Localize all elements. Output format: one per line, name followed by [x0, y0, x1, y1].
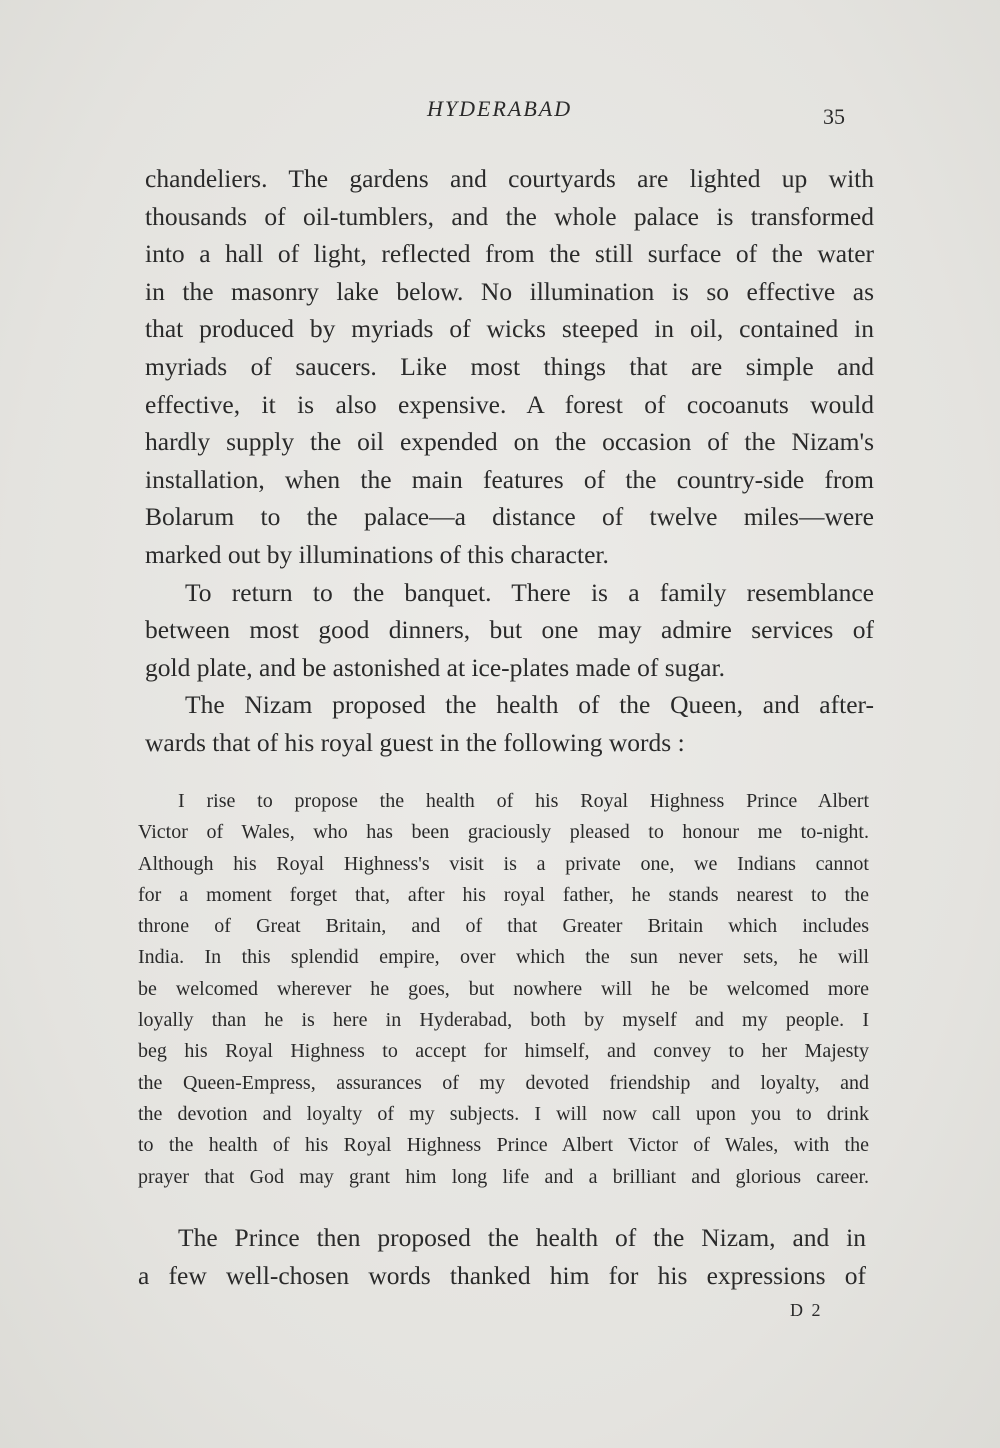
text-line: gold plate, and be astonished at ice-plates made of sugar.	[145, 652, 725, 682]
quote-line: I rise to propose the health of his Royal Highness Prince Albert	[178, 790, 869, 812]
text-line: thousands of oil-tumblers, and the whole palace is transformed	[145, 201, 874, 231]
signature-mark: D 2	[790, 1300, 823, 1320]
running-head	[0, 96, 1000, 129]
text-line: that produced by myriads of wicks steeped in oil, contained in	[145, 314, 874, 344]
text-line: effective, it is also expensive. A forest of cocoanuts would	[145, 389, 874, 419]
quote-line: throne of Great Britain, and of that Greater Britain which includes	[138, 915, 869, 938]
running-title: HYDERABAD	[427, 96, 573, 121]
text-line: myriads of saucers. Like most things that are simple and	[145, 351, 874, 381]
text-line: To return to the banquet. There is a family resemblance	[185, 577, 874, 607]
quote-line: the Queen-Empress, assurances of my devoted friendship and loyalty, and	[138, 1071, 869, 1094]
text-line: marked out by illuminations of this character.	[145, 539, 609, 569]
text-line: in the masonry lake below. No illumination is so effective as	[145, 276, 874, 306]
quote-line: be welcomed wherever he goes, but nowhere will he be welcomed more	[138, 977, 869, 1000]
text-line: wards that of his royal guest in the following words :	[145, 727, 685, 757]
block-quote	[138, 786, 869, 1193]
quote-line: loyally than he is here in Hyderabad, both by myself and my people. I	[138, 1009, 869, 1032]
text-line: The Prince then proposed the health of the Nizam, and in	[178, 1223, 866, 1252]
quote-line: for a moment forget that, after his royal father, he stands nearest to the	[138, 883, 869, 906]
text-line: chandeliers. The gardens and courtyards are lighted up with	[145, 164, 874, 193]
text-line: between most good dinners, but one may admire services of	[145, 615, 874, 645]
text-line: into a hall of light, reflected from the still surface of the water	[145, 239, 874, 269]
quote-line: Victor of Wales, who has been graciously pleased to honour me to-night.	[138, 821, 869, 844]
quote-line: beg his Royal Highness to accept for himself, and convey to her Majesty	[138, 1040, 869, 1063]
quote-line: India. In this splendid empire, over which the sun never sets, he will	[138, 946, 869, 969]
text-line: hardly supply the oil expended on the occasion of the Nizam's	[145, 427, 874, 457]
text-line: a few well-chosen words thanked him for his expressions of	[138, 1261, 866, 1290]
quote-line: to the health of his Royal Highness Prince Albert Victor of Wales, with the	[138, 1134, 869, 1157]
quote-line: the devotion and loyalty of my subjects. I will now call upon you to drink	[138, 1102, 869, 1125]
closing-paragraph	[138, 1219, 866, 1295]
text-line: The Nizam proposed the health of the Queen, and after-	[185, 690, 874, 720]
quote-line: prayer that God may grant him long life and a brilliant and glorious career.	[138, 1165, 869, 1188]
text-line: Bolarum to the palace—a distance of twelve miles—were	[145, 502, 874, 532]
body-text	[145, 160, 874, 762]
page-number: 35	[823, 104, 845, 129]
quote-line: Although his Royal Highness's visit is a private one, we Indians cannot	[138, 852, 869, 875]
text-line: installation, when the main features of the country-side from	[145, 464, 874, 494]
